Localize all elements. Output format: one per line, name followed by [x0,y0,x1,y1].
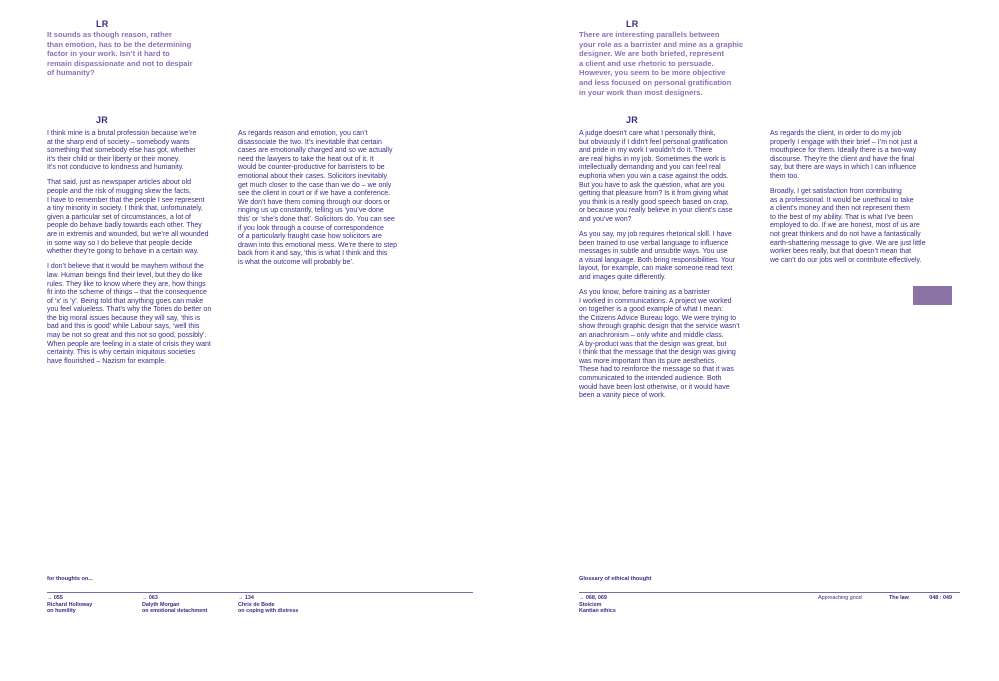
ref-name: Richard Holloway [47,601,93,608]
page-numbers: 048 : 049 [929,595,952,601]
paragraph: As regards the client, in order to do my job properly I engage with their brief – I’m not just a mouthpiece for them. Ideally there is a two-way discourse. They’re the client and have the final say, but there are ways in which I can influence them too. [770,130,918,180]
left-footer-rule [47,592,473,593]
chapter-name: The law [889,595,909,601]
right-footer-rule [579,592,960,593]
right-question-initials: LR [626,19,639,29]
right-question: There are interesting parallels between your role as a barrister and mine as a graphic designer. We are both briefed, represent a client and use rhetoric to persuade. However, you seem to be more objective and less focused on personal gratification in your work than most designers. [579,30,744,97]
left-answer-initials: JR [96,115,108,125]
ref-name: Stoicism [579,601,602,608]
cross-reference[interactable] [238,595,298,615]
section-name: Approaching good [818,595,862,601]
ref-pages: 068, 069 [585,595,607,601]
ref-pages: 063 [148,595,158,601]
ref-topic: on humility [47,608,76,615]
arrow-right-icon: → [579,595,585,601]
arrow-right-icon: → [238,595,244,601]
left-question-initials: LR [96,19,109,29]
ref-name: Dalyth Morgan [142,601,180,608]
ref-topic: Kantian ethics [579,608,616,615]
left-answer-column-2 [238,130,420,274]
paragraph: I don’t believe that it would be mayhem without the law. Human beings find their level, but they do like rules. They like to know where they are, how things fit into the scheme of things – that the consequence of ‘x’ is ‘y’. Being told that anything goes can make you feel valueless. That’s why the Tories do better on the big moral issues because they will say, ‘this is bad and this is good’ while Labour says, ‘well this may be not so great and this not so good, possibly’. When people are feeling in a state of crisis they want certainty. This is why certain iniquitous societies have flourished – Nazism for example. [47,263,212,365]
cross-reference[interactable] [579,595,616,615]
paragraph: I think mine is a brutal profession because we’re at the sharp end of society – somebody wants something that somebody else has got, whether it’s their child or their liberty or their money. It’s not conducive to kindness and humanity. [47,130,197,172]
colour-swatch [913,286,952,305]
paragraph: As regards reason and emotion, you can’t disassociate the two. It’s inevitable that certain cases are emotionally charged and so we actually need the lawyers to take the heat out of it. It would be counter-productive for barristers to be emotional about their cases. Solicitors inevitably get much closer to the case than we do – we only see the client in court or if we have a conference. We don’t have them coming through our doors or ringing us up constantly, telling us ‘you’ve done this’ or ‘she’s done that’. Solicitors do. You can see if you look through a course of correspondence of a particularly fraught case how solicitors are drawn into this emotional mess. We’re there to step back from it and say, ‘this is what I think and this is what the outcome will probably be’. [238,130,398,266]
paragraph: That said, just as newspaper articles about old people and the risk of mugging skew the facts, I have to remember that the people I see represent a tiny minority in society. I think that, unfortunately, given a particular set of circumstances, a lot of people do behave badly towards each other. They are in extremis and wounded, but we’re all wounded in some way so I do believe that people decide whether they’re going to behave in a certain way. [47,179,209,256]
ref-pages: 134 [244,595,254,601]
paragraph: Broadly, I get satisfaction from contributing as a professional. It would be unethical to take a client’s money and then not represent them to the best of my ability. That is what I’ve been employed to do. If we are honest, most of us are not great thinkers and do not have a fantastically earth-shattering message to give. We are just little worker bees really, but that doesn’t mean that we can’t do our jobs well or contribute effectively. [770,188,926,264]
right-answer-initials: JR [626,115,638,125]
paragraph: A judge doesn’t care what I personally think, but obviously if I didn’t feel personal gratification and pride in my work I wouldn’t do it. There are real highs in my job. Sometimes the work is intellectually demanding and you can feel real euphoria when you win a case against the odds. But you have to ask the question, what are you getting that pleasure from? Is it from giving what you think is a really good speech based on crap, or because you really believe in your client’s case and you’ve won? [579,130,733,223]
ref-topic: on coping with distress [238,608,299,615]
cross-reference[interactable] [47,595,92,615]
right-answer-column-1 [579,130,761,407]
arrow-right-icon: → [47,595,53,601]
ref-name: Chris de Bode [238,601,275,608]
cross-reference[interactable] [142,595,207,615]
left-answer-column-1 [47,130,229,373]
ref-topic: on emotional detachment [142,608,208,615]
paragraph: As you know, before training as a barrister I worked in communications. A project we worked on together is a good example of what I mean: the Citizens Advice Bureau logo. We were trying to show through graphic design that the service wasn’t an anachronism – only white and middle class. A by-product was that the design was great, but I think that the message that the design was giving was more important than its pure aesthetics. These had to reinforce the message so that it was communicated to the intended audience. Both would have been lost otherwise, or it would have been a vanity piece of work. [579,289,740,400]
right-answer-column-2 [770,130,952,272]
arrow-right-icon: → [142,595,148,601]
ref-pages: 055 [53,595,63,601]
right-footer-label: Glossary of ethical thought [579,576,652,582]
paragraph: As you say, my job requires rhetorical skill. I have been trained to use verbal language to influence messages in subtle and unsubtle ways. You use a visual language. Both bring responsibilities. Your layout, for example, can make someone read text and images quite differently. [579,231,736,281]
left-question: It sounds as though reason, rather than emotion, has to be the determining factor in your work. Isn’t it hard to remain dispassionate and not to despair of humanity? [47,30,193,78]
left-footer-label: for thoughts on... [47,576,93,582]
